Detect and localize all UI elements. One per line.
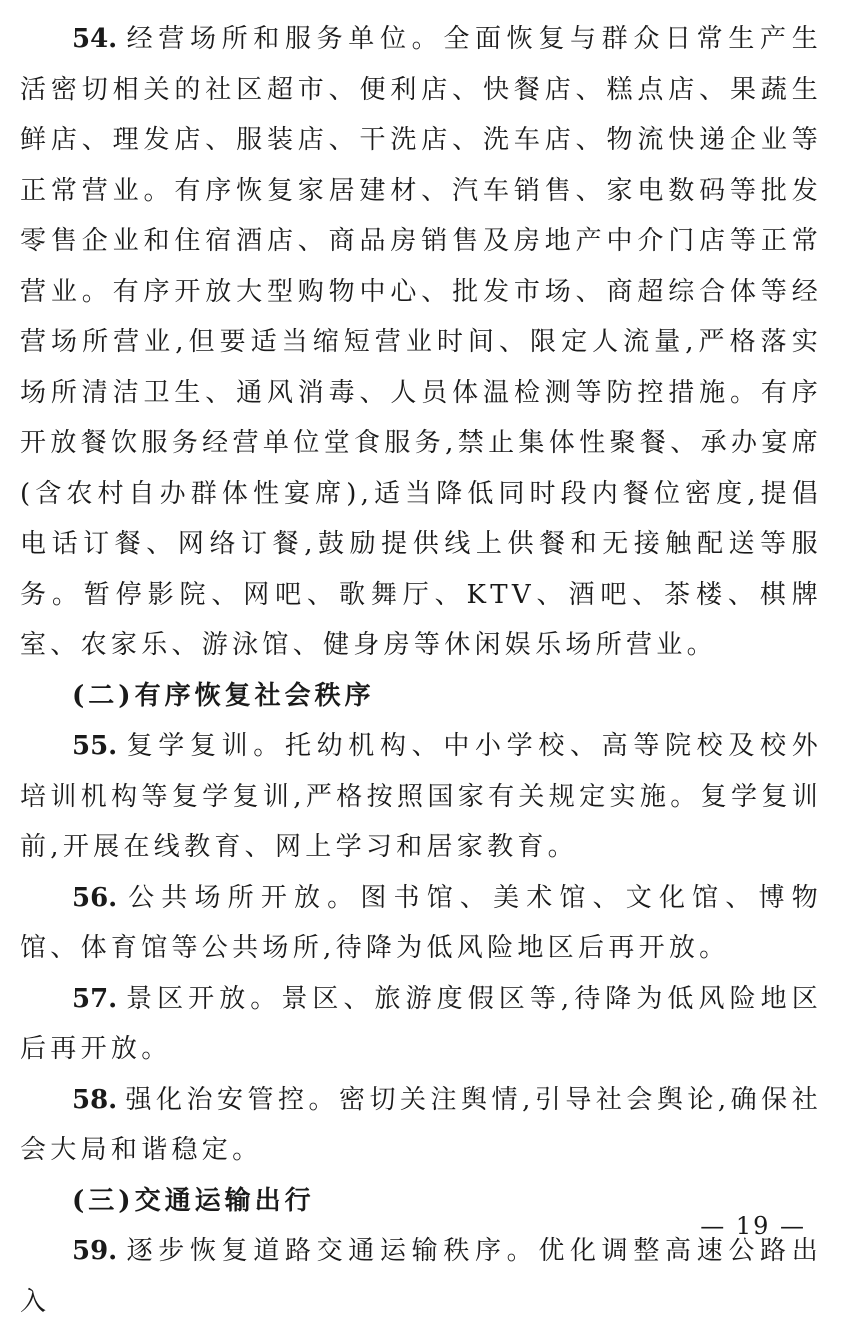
paragraph-56 <box>20 873 822 974</box>
section-heading-2: (二)有序恢复社会秩序 <box>72 680 375 711</box>
paragraph-number: 59. <box>72 1236 118 1266</box>
paragraph-text: 逐步恢复道路交通运输秩序。优化调整高速公路出入 <box>20 1236 822 1317</box>
page-number: — 19 — <box>700 1212 806 1240</box>
paragraph-text: 公共场所开放。图书馆、美术馆、文化馆、博物馆、体育馆等公共场所,待降为低风险地区后再开放。 <box>20 882 822 963</box>
paragraph-55 <box>20 721 822 873</box>
paragraph-text: 经营场所和服务单位。全面恢复与群众日常生产生活密切相关的社区超市、便利店、快餐店、糕点店、果蔬生鲜店、理发店、服装店、干洗店、洗车店、物流快递企业等正常营业。有序恢复家居建材、汽车销售、家电数码等批发零售企业和住宿酒店、商品房销售及房地产中介门店等正常营业。有序开放大型购物中心、批发市场、商超综合体等经营场所营业,但要适当缩短营业时间、限定人流量,严格落实场所清洁卫生、通风消毒、人员体温检测等防控措施。有序开放餐饮服务经营单位堂食服务,禁止集体性聚餐、承办宴席(含农村自办群体性宴席),适当降低同时段内餐位密度,提倡电话订餐、网络订餐,鼓励提供线上供餐和无接触配送等服务。暂停影院、网吧、歌舞厅、KTV、酒吧、茶楼、棋牌室、农家乐、游泳馆、健身房等休闲娱乐场所营业。 <box>20 24 822 660</box>
paragraph-text: 强化治安管控。密切关注舆情,引导社会舆论,确保社会大局和谐稳定。 <box>20 1084 822 1165</box>
paragraph-number: 54. <box>72 24 118 54</box>
paragraph-text: 景区开放。景区、旅游度假区等,待降为低风险地区后再开放。 <box>20 983 822 1064</box>
paragraph-number: 57. <box>72 983 118 1014</box>
paragraph-text: 复学复训。托幼机构、中小学校、高等院校及校外培训机构等复学复训,严格按照国家有关规定实施。复学复训前,开展在线教育、网上学习和居家教育。 <box>20 731 822 862</box>
paragraph-number: 56. <box>72 882 118 913</box>
paragraph-number: 58. <box>72 1084 118 1115</box>
paragraph-number: 55. <box>72 731 118 761</box>
paragraph-58 <box>20 1075 822 1176</box>
paragraph-59 <box>20 1226 822 1327</box>
paragraph-54 <box>20 14 822 671</box>
section-heading-3: (三)交通运输出行 <box>72 1185 315 1216</box>
paragraph-57 <box>20 974 822 1075</box>
